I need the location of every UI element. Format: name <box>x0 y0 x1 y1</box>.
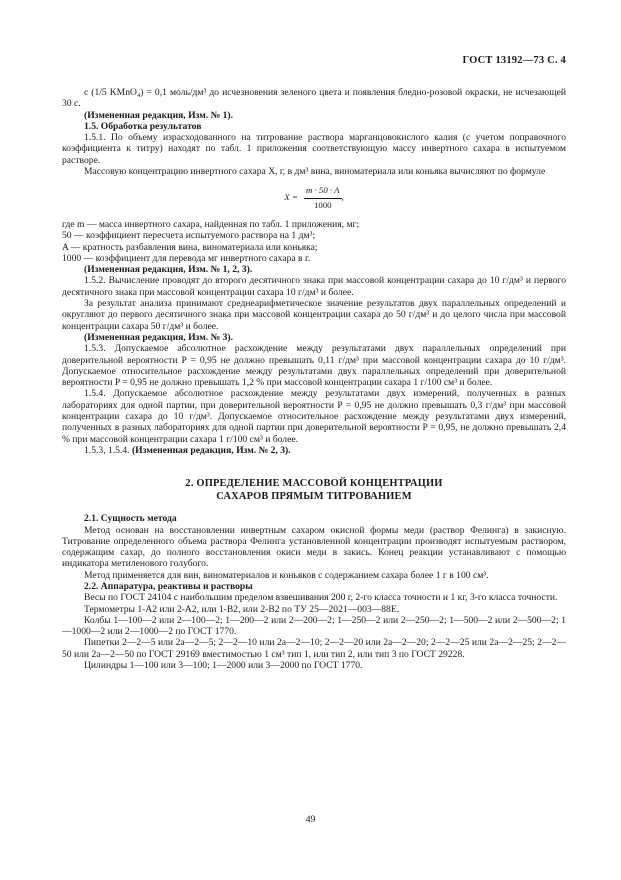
subsection-heading: 2.2. Аппаратура, реактивы и растворы <box>84 580 253 592</box>
amendment-note: (Измененная редакция, Изм. № 1, 2, 3). <box>84 264 253 276</box>
formula-fraction <box>304 185 342 211</box>
subsection-heading: 2.1. Сущность метода <box>84 513 177 525</box>
formula-denominator: 1000 <box>313 199 332 210</box>
paragraph: Весы по ГОСТ 24104 с наибольшим пределом взвешивания 200 г, 2-го класса точности и 1 кг, 3-го класса точности. <box>84 592 558 604</box>
paragraph: За результат анализа принимают среднеарифметическое значение результатов двух параллельных определений и округляют до первого десятичного знака при массовой концентрации сахара до 50 г/дм³ и до целого числа при массовой концентрации сахара 50 г/дм³ и более. <box>62 298 566 332</box>
clause-numbers: 1.5.3, 1.5.4. <box>84 444 130 456</box>
where-line: 50 — коэффициент пересчета испытуемого раствора на 1 дм³; <box>62 230 316 242</box>
section-title <box>62 478 566 503</box>
page-number: 49 <box>305 814 316 825</box>
section-title-line: 2. ОПРЕДЕЛЕНИЕ МАССОВОЙ КОНЦЕНТРАЦИИ <box>185 478 443 490</box>
paragraph: Термометры 1-А2 или 2-А2, или 1-В2, или 2-В2 по ТУ 25—2021—003—88Е. <box>84 603 400 615</box>
paragraph: Метод основан на восстановлении инвертным сахаром окисной формы меди (раствор Фелинга) в закисную. Титрование определенного объема раствора Фелинга установленной концентрации производят испытуемым раствором, содержащим сахар, до полного восстановления окиси меди в закись. Конец реакции устанавливают с помощью индикатора метиленового голубого. <box>62 524 566 570</box>
amendment-note: (Измененная редакция, Изм. № 1). <box>84 109 234 121</box>
paragraph: 1.5.4. Допускаемое абсолютное расхождение между результатами двух измерений, полученных в разных лабораториях для одной партии, при доверительной вероятности P = 0,95 не должно превышать 0,3 г/дм³ при массовой концентрации сахара до 10 г/дм³. Допускаемое относительное расхождение между результатами двух измерений, полученных в разных лабораториях для одной партии при доверительной вероятности P = 0,95, не должно превышать 2,4 % при массовой концентрации сахара 1 г/100 см³ и более. <box>62 388 566 445</box>
where-line: A — кратность разбавления вина, виноматериала или коньяка; <box>62 241 318 253</box>
formula-numerator: m · 50 · A <box>304 185 342 198</box>
paragraph: Метод применяется для вин, виноматериалов и коньяков с содержанием сахара более 1 г в 100 см³. <box>84 569 489 581</box>
amendment-note: (Измененная редакция, Изм. № 2, 3). <box>131 444 291 456</box>
where-line: 1000 — коэффициент для перевода мг инвертного сахара в г. <box>62 252 311 264</box>
paragraph: 1.5.2. Вычисление проводят до второго десятичного знака при массовой концентрации сахара до 10 г/дм³ и первого десятичного знака при массовой концентрации сахара 10 г/дм³ и более. <box>62 275 566 298</box>
section-title-line: САХАРОВ ПРЯМЫМ ТИТРОВАНИЕМ <box>216 490 412 502</box>
amendment-note: (Измененная редакция, Изм. № 3). <box>84 331 234 343</box>
paragraph: Колбы 1—100—2 или 2—100—2; 1—200—2 или 2—200—2; 1—250—2 или 2—250—2; 1—500—2 или 2—500—2; 1—1000—2 или 2—1000—2 по ГОСТ 1770. <box>62 614 566 638</box>
paragraph: Пипетки 2—2—5 или 2а—2—5; 2—2—10 или 2а—2—10; 2—2—20 или 2а—2—20; 2—2—25 или 2а—2—25; 2—2—50 или 2а—2—50 по ГОСТ 29169 вместимостью 1 см³ тип 1, или тип 2, или тип 3 по ГОСТ 29228. <box>62 637 566 660</box>
document-body <box>62 87 566 671</box>
paragraph: 1.5.3. Допускаемое абсолютное расхождение между результатами двух параллельных определений при доверительной вероятности P = 0,95 не должно превышать 0,11 г/дм³ при массовой концентрации сахара до 10 г/дм³. Допускаемое относительное расхождение между результатами двух параллельных определений при доверительной вероятности P = 0,95 не должно превышать 1,2 % при массовой концентрации сахара 1 г/100 см³ и более. <box>62 343 566 389</box>
paragraph: Цилиндры 1—100 или 3—100; 1—2000 или 3—2000 по ГОСТ 1770. <box>84 660 363 672</box>
paragraph: с (1/5 KMnO₄) = 0,1 моль/дм³ до исчезновения зеленого цвета и появления бледно-розовой окраски, не исчезающей 30 с. <box>62 87 566 110</box>
formula <box>62 185 566 211</box>
subsection-heading: 1.5. Обработка результатов <box>84 120 202 132</box>
paragraph: 1.5.1. По объему израсходованного на титрование раствора марганцовокислого калия (с учетом поправочного коэффициента к титру) находят по табл. 1 приложения соответствующую массу инвертного сахара в испытуемом растворе. <box>62 132 566 166</box>
paragraph: Массовую концентрацию инвертного сахара X, г, в дм³ вина, виноматериала или коньяка вычисляют по формуле <box>84 166 546 178</box>
page-header: ГОСТ 13192—73 С. 4 <box>462 55 566 66</box>
where-line: где m — масса инвертного сахара, найденная по табл. 1 приложения, мг; <box>62 218 360 230</box>
formula-tail: , <box>341 192 344 203</box>
formula-lhs: X = <box>284 192 298 203</box>
paragraph <box>62 445 566 456</box>
